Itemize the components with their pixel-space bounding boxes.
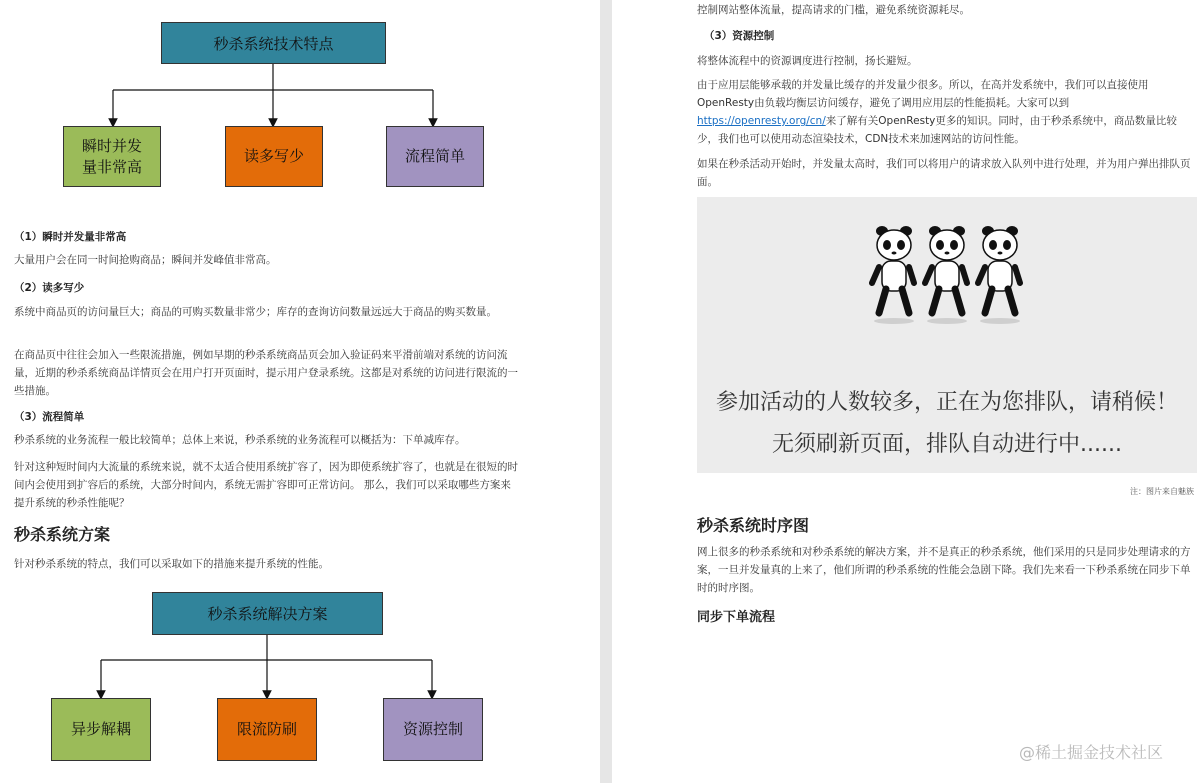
diagram2-child-async: 异步解耦 <box>51 698 151 761</box>
diagram1-child-simple-flow: 流程简单 <box>386 126 484 187</box>
section3-heading: （3）流程简单 <box>14 411 85 423</box>
openresty-link[interactable]: https://openresty.org/cn/ <box>697 115 826 127</box>
section3-para1: 秒杀系统的业务流程一般比较简单；总体上来说，秒杀系统的业务流程可以概括为：下单减库存。 <box>14 434 466 446</box>
queue-banner-image <box>697 197 1197 473</box>
resource-para-part2: 来了解有关OpenResty更多的知识。同时，由于秒杀系统中，商品数量比较少，我们也可以使用动态渲染技术，CDN技术来加速网站的访问性能。 <box>697 115 1177 145</box>
section2-para1: 系统中商品页的访问量巨大；商品的可购买数量非常少；库存的查询访问数量远远大于商品的购买数量。 <box>14 306 497 318</box>
solution-intro: 针对秒杀系统的特点，我们可以采取如下的措施来提升系统的性能。 <box>14 558 329 570</box>
panda-icon <box>869 225 1025 325</box>
sequence-para: 网上很多的秒杀系统和对秒杀系统的解决方案，并不是真正的秒杀系统，他们采用的只是同步处理请求的方案，一旦并发量真的上来了，他们所谓的秒杀系统的性能会急剧下降。我们先来看一下秒杀系统在同步下单时的时序图。 <box>697 546 1191 594</box>
section1-heading: （1）瞬时并发量非常高 <box>14 231 127 243</box>
image-note: 注：图片来自魅族 <box>1130 487 1194 496</box>
top-line: 控制网站整体流量，提高请求的门槛，避免系统资源耗尽。 <box>697 4 970 16</box>
section2-para2: 在商品页中往往会加入一些限流措施，例如早期的秒杀系统商品页会加入验证码来平滑前端对系统的访问流量，近期的秒杀系统商品详情页会在用户打开页面时，提示用户登录系统。这都是对系统的访问进行限流的一些措施。 <box>14 349 518 397</box>
diagram1-title-box: 秒杀系统技术特点 <box>161 22 386 64</box>
section3-para2: 针对这种短时间内大流量的系统来说，就不太适合使用系统扩容了，因为即使系统扩容了，也就是在很短的时间内会使用到扩容后的系统，大部分时间内，系统无需扩容即可正常访问。 那么，我们可以采取哪些方案来提升系统的秒杀性能呢？ <box>14 461 518 509</box>
resource-para <box>697 76 1197 148</box>
resource-heading: （3）资源控制 <box>704 30 775 42</box>
banner-line2: 无须刷新页面，排队自动进行中...... <box>772 432 1122 457</box>
resource-para-part1: 由于应用层能够承载的并发量比缓存的并发量少很多。所以，在高并发系统中，我们可以直接使用OpenResty由负载均衡层访问缓存，避免了调用应用层的性能损耗。大家可以到 <box>697 79 1149 109</box>
sync-order-heading: 同步下单流程 <box>697 610 776 625</box>
watermark: @稀土掘金技术社区 <box>1019 743 1164 762</box>
left-page <box>0 0 600 783</box>
diagram2-title-box: 秒杀系统解决方案 <box>152 592 383 635</box>
diagram2-child-rate-limit: 限流防刷 <box>217 698 317 761</box>
queue-para: 如果在秒杀活动开始时，并发量太高时，我们可以将用户的请求放入队列中进行处理，并为用户弹出排队页面。 <box>697 158 1191 188</box>
banner-line1: 参加活动的人数较多，正在为您排队，请稍候！ <box>715 390 1178 415</box>
diagram1-child-concurrency: 瞬时并发 量非常高 <box>63 126 161 187</box>
section2-heading: （2）读多写少 <box>14 282 85 294</box>
diagram2-child-resource: 资源控制 <box>383 698 483 761</box>
diagram2-connectors <box>0 0 600 783</box>
diagram1-child-read-heavy: 读多写少 <box>225 126 323 187</box>
page-gutter <box>600 0 612 783</box>
sequence-heading: 秒杀系统时序图 <box>697 516 810 535</box>
section1-para: 大量用户会在同一时间抢购商品；瞬间并发峰值非常高。 <box>14 254 277 266</box>
solution-heading: 秒杀系统方案 <box>14 525 111 544</box>
resource-intro: 将整体流程中的资源调度进行控制，扬长避短。 <box>697 55 918 67</box>
right-page <box>612 0 1202 783</box>
